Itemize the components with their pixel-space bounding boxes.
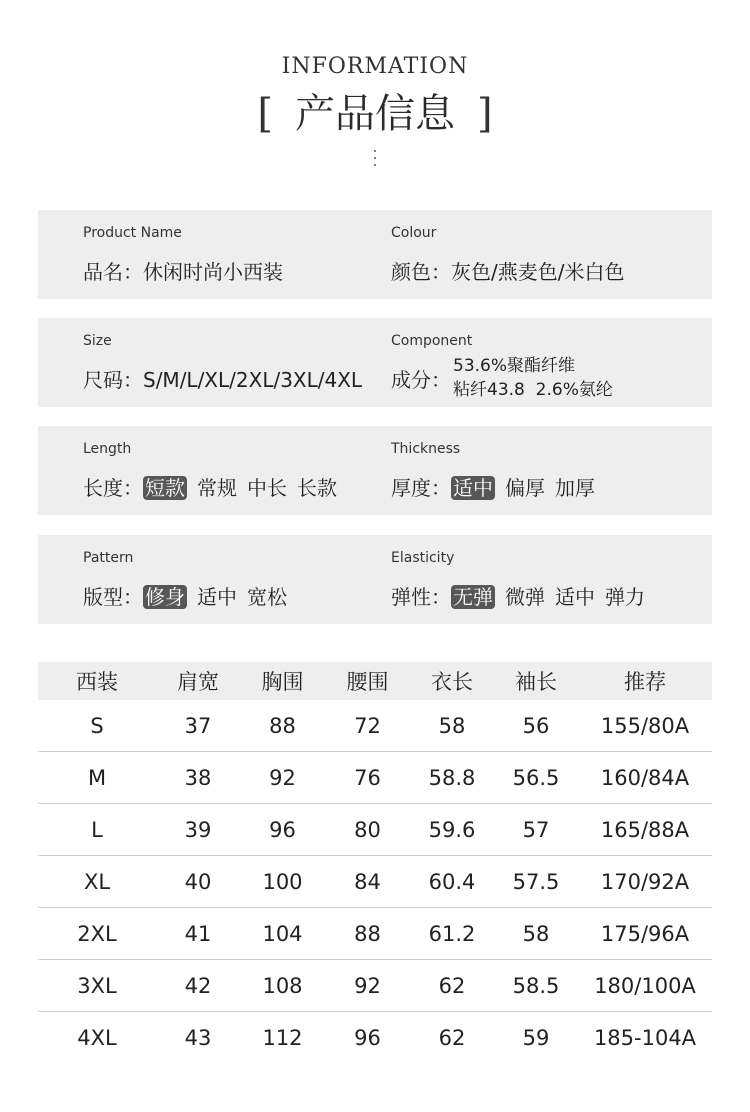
header-title-en: INFORMATION bbox=[281, 54, 469, 79]
table-cell: 76 bbox=[325, 752, 410, 804]
table-row bbox=[38, 856, 712, 908]
table-cell: 40 bbox=[156, 856, 240, 908]
info-component bbox=[391, 318, 711, 407]
option: 常规 bbox=[197, 476, 237, 500]
info-label-en: Component bbox=[391, 333, 473, 349]
column-header: 西装 bbox=[38, 662, 156, 700]
info-thickness bbox=[391, 426, 711, 515]
info-label-en: Colour bbox=[391, 225, 437, 241]
info-value: 弹性： 无弹 微弹 适中 弹力 bbox=[391, 585, 645, 609]
table-row bbox=[38, 752, 712, 804]
info-row-name-colour bbox=[38, 210, 712, 299]
table-cell: 41 bbox=[156, 908, 240, 960]
table-cell: 185-104A bbox=[593, 1025, 697, 1050]
table-cell: 155/80A bbox=[578, 700, 712, 752]
table-cell: 2XL bbox=[38, 908, 156, 960]
table-cell: XL bbox=[38, 856, 156, 908]
bracket-left: [ bbox=[257, 91, 273, 137]
option: 弹力 bbox=[605, 585, 645, 609]
table-row bbox=[38, 908, 712, 960]
header-title-cn bbox=[0, 88, 750, 140]
table-cell: 39 bbox=[156, 804, 240, 856]
table-cell: 42 bbox=[156, 960, 240, 1012]
table-cell: 62 bbox=[410, 960, 494, 1012]
size-table bbox=[38, 662, 712, 1063]
option: 适中 bbox=[197, 585, 237, 609]
table-cell: 57.5 bbox=[494, 856, 578, 908]
column-header: 衣长 bbox=[410, 662, 494, 700]
table-row bbox=[38, 1012, 712, 1064]
table-cell: 56.5 bbox=[494, 752, 578, 804]
option: 中长 bbox=[247, 476, 287, 500]
table-cell: 59.6 bbox=[410, 804, 494, 856]
info-elasticity bbox=[391, 535, 711, 624]
info-length bbox=[83, 426, 383, 515]
table-cell: 56 bbox=[494, 700, 578, 752]
info-label-en: Elasticity bbox=[391, 550, 455, 566]
table-cell: S bbox=[38, 700, 156, 752]
info-value: 成分： 53.6%聚酯纤维 粘纤43.8 2.6%氨纶 bbox=[391, 356, 613, 400]
table-cell: 59 bbox=[522, 1025, 550, 1050]
info-size bbox=[83, 318, 383, 407]
table-cell: 180/100A bbox=[578, 960, 712, 1012]
table-cell: 96 bbox=[354, 1025, 381, 1050]
option: 偏厚 bbox=[505, 476, 545, 500]
column-header: 肩宽 bbox=[156, 662, 240, 700]
info-label-en: Length bbox=[83, 441, 132, 457]
option: 适中 bbox=[555, 585, 595, 609]
table-cell: 104 bbox=[240, 908, 325, 960]
table-cell: 165/88A bbox=[578, 804, 712, 856]
table-cell: 100 bbox=[240, 856, 325, 908]
info-row-pattern-elasticity bbox=[38, 535, 712, 624]
table-cell: 72 bbox=[325, 700, 410, 752]
table-cell: 37 bbox=[156, 700, 240, 752]
option: 宽松 bbox=[247, 585, 287, 609]
table-cell: 57 bbox=[494, 804, 578, 856]
table-cell: L bbox=[38, 804, 156, 856]
column-header: 袖长 bbox=[494, 662, 578, 700]
table-row bbox=[38, 960, 712, 1012]
info-colour bbox=[391, 210, 711, 299]
option: 微弹 bbox=[505, 585, 545, 609]
table-cell: 3XL bbox=[38, 960, 156, 1012]
table-cell: 58.5 bbox=[494, 960, 578, 1012]
table-cell: 61.2 bbox=[410, 908, 494, 960]
option: 加厚 bbox=[555, 476, 595, 500]
info-label-en: Product Name bbox=[83, 225, 182, 241]
option-selected: 修身 bbox=[145, 585, 185, 609]
table-cell: 38 bbox=[156, 752, 240, 804]
info-value: 厚度： 适中 偏厚 加厚 bbox=[391, 476, 595, 500]
table-cell: 58 bbox=[410, 700, 494, 752]
option-selected: 适中 bbox=[453, 476, 493, 500]
header-title-cn-text: 产品信息 bbox=[295, 91, 455, 137]
column-header: 胸围 bbox=[240, 662, 325, 700]
size-table-header bbox=[38, 662, 712, 700]
table-cell: 84 bbox=[325, 856, 410, 908]
table-cell: 88 bbox=[325, 908, 410, 960]
option: 长款 bbox=[297, 476, 337, 500]
column-header: 腰围 bbox=[325, 662, 410, 700]
info-label-en: Thickness bbox=[391, 441, 461, 457]
info-value: 颜色：灰色/燕麦色/米白色 bbox=[391, 260, 625, 284]
table-cell: 96 bbox=[240, 804, 325, 856]
info-value: 长度： 短款 常规 中长 长款 bbox=[83, 476, 337, 500]
bracket-right: ] bbox=[477, 91, 493, 137]
component-line-1: 53.6%聚酯纤维 bbox=[453, 356, 576, 376]
table-cell: 92 bbox=[240, 752, 325, 804]
info-row-size-component bbox=[38, 318, 712, 407]
table-cell: 60.4 bbox=[410, 856, 494, 908]
table-cell: 175/96A bbox=[578, 908, 712, 960]
table-cell: 92 bbox=[325, 960, 410, 1012]
table-cell: 88 bbox=[240, 700, 325, 752]
info-label-en: Size bbox=[83, 333, 112, 349]
table-cell: 80 bbox=[325, 804, 410, 856]
vertical-dots-icon bbox=[373, 150, 377, 172]
info-row-length-thickness bbox=[38, 426, 712, 515]
table-cell: 108 bbox=[240, 960, 325, 1012]
info-value: 尺码：S/M/L/XL/2XL/3XL/4XL bbox=[83, 368, 363, 392]
column-header: 推荐 bbox=[578, 662, 712, 700]
table-cell: 170/92A bbox=[578, 856, 712, 908]
table-row bbox=[38, 804, 712, 856]
table-cell: 62 bbox=[438, 1025, 466, 1050]
info-value: 品名：休闲时尚小西装 bbox=[83, 260, 283, 284]
option-selected: 短款 bbox=[145, 476, 185, 500]
table-cell: 112 bbox=[262, 1025, 303, 1050]
table-cell: 43 bbox=[184, 1025, 212, 1050]
table-cell: 4XL bbox=[77, 1025, 117, 1050]
info-value: 版型： 修身 适中 宽松 bbox=[83, 585, 287, 609]
table-row bbox=[38, 700, 712, 752]
table-cell: 58 bbox=[494, 908, 578, 960]
component-line-2: 粘纤43.8 2.6%氨纶 bbox=[453, 380, 613, 400]
info-label-en: Pattern bbox=[83, 550, 134, 566]
info-pattern bbox=[83, 535, 383, 624]
info-product-name bbox=[83, 210, 383, 299]
option-selected: 无弹 bbox=[453, 585, 493, 609]
table-cell: M bbox=[38, 752, 156, 804]
table-cell: 58.8 bbox=[410, 752, 494, 804]
table-cell: 160/84A bbox=[578, 752, 712, 804]
